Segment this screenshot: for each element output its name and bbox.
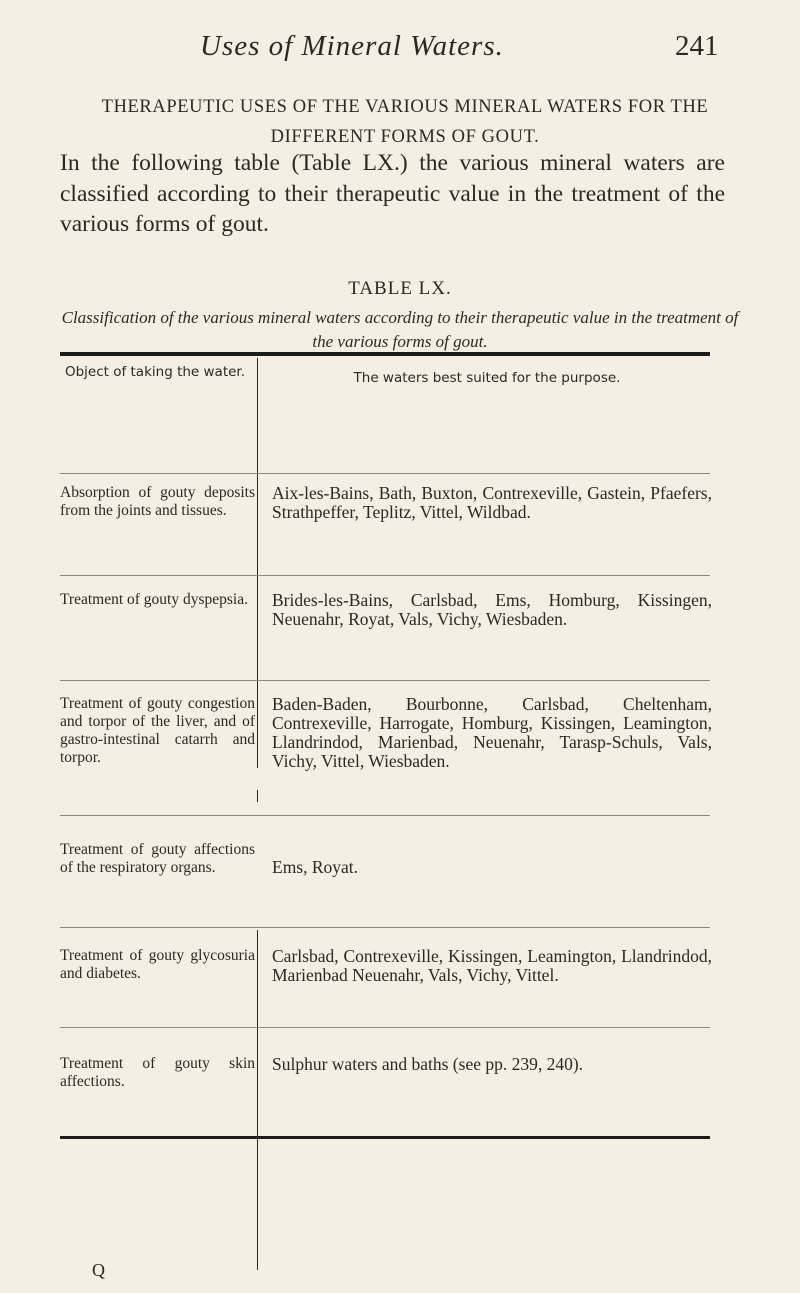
column-divider: [257, 790, 258, 802]
table-row-waters: Sulphur waters and baths (see pp. 239, 240).: [272, 1054, 584, 1074]
column-header-waters: The waters best suited for the purpose.: [353, 370, 621, 386]
row-rule: [60, 473, 710, 474]
column-divider: [257, 358, 258, 768]
row-rule: [60, 680, 710, 681]
table-top-rule: [60, 352, 710, 356]
running-head: [0, 30, 800, 70]
section-heading: THERAPEUTIC USES OF THE VARIOUS MINERAL WATERS FOR THE DIFFERENT FORMS OF GOUT.: [101, 97, 709, 147]
table-row-waters: Carlsbad, Contrexeville, Kissingen, Leamington, Llandrindod, Marienbad Neuenahr, Vals, Vichy, Vittel.: [272, 946, 712, 985]
table-row-object: Treatment of gouty congestion and torpor of the liver, and of gastro-intestinal catarrh and torpor.: [60, 695, 255, 766]
table-bottom-rule: [60, 1136, 710, 1139]
row-rule: [60, 815, 710, 816]
intro-paragraph: In the following table (Table LX.) the various mineral waters are classified according to their therapeutic value in the treatment of the various forms of gout.: [60, 150, 725, 237]
page-number: 241: [675, 30, 719, 62]
table-label: TABLE LX.: [348, 278, 452, 299]
column-header-object: Object of taking the water.: [64, 364, 246, 380]
row-rule: [60, 1027, 710, 1028]
table-row-waters: Baden-Baden, Bourbonne, Carlsbad, Cheltenham, Contrexeville, Harrogate, Homburg, Kissingen, Leamington, Llandrindod, Marienbad, Neuenahr, Tarasp-Schuls, Vals, Vichy, Vittel, Wiesbaden.: [272, 694, 712, 771]
table-caption: Classification of the various mineral waters according to their therapeutic value in the treatment of the various forms of gout.: [61, 308, 739, 351]
table-row-object: Treatment of gouty affections of the respiratory organs.: [60, 841, 255, 876]
running-title: Uses of Mineral Waters.: [200, 30, 504, 62]
column-divider: [257, 930, 258, 1270]
table-row-object: Treatment of gouty skin affections.: [60, 1055, 255, 1090]
row-rule: [60, 575, 710, 576]
table-row-waters: Aix-les-Bains, Bath, Buxton, Contrexeville, Gastein, Pfaefers, Strathpeffer, Teplitz, Vittel, Wildbad.: [272, 483, 712, 522]
signature-mark: Q: [92, 1260, 105, 1280]
row-rule: [60, 927, 710, 928]
table-row-object: Treatment of gouty dyspepsia.: [60, 591, 248, 608]
table-row-object: Absorption of gouty deposits from the joints and tissues.: [60, 484, 255, 519]
table-row-waters: Brides-les-Bains, Carlsbad, Ems, Homburg, Kissingen, Neuenahr, Royat, Vals, Vichy, Wiesbaden.: [272, 590, 712, 629]
table-row-waters: Ems, Royat.: [272, 857, 359, 877]
table-row-object: Treatment of gouty glycosuria and diabetes.: [60, 947, 255, 982]
